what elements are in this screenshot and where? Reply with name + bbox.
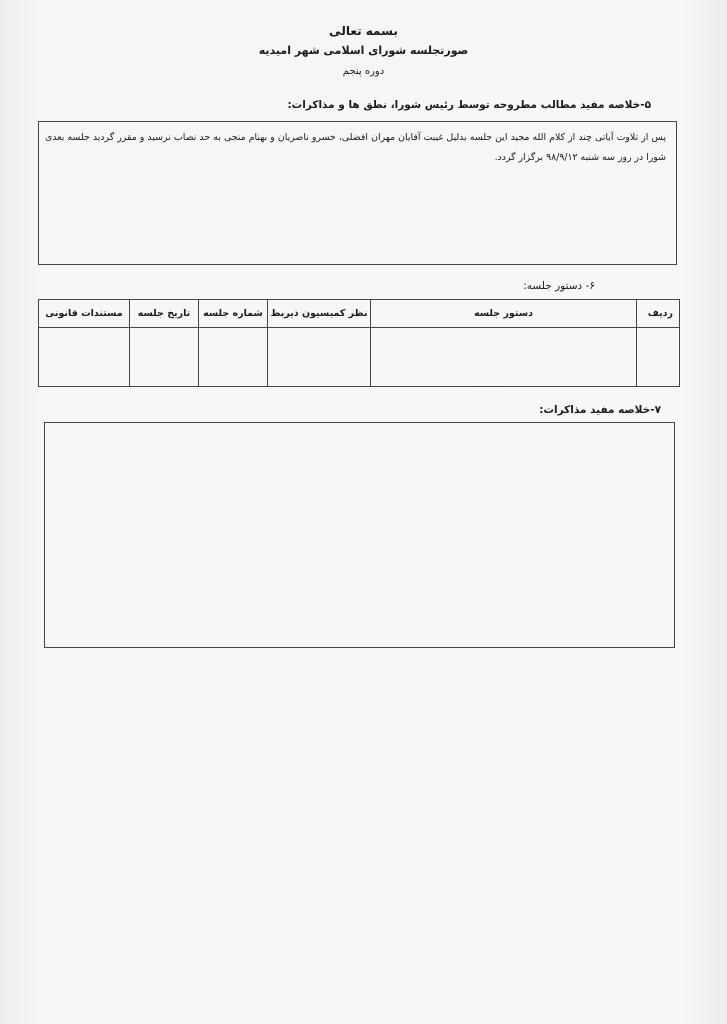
column-header-agenda: دستور جلسه: [371, 300, 637, 328]
column-header-row-number: ردیف: [637, 300, 680, 328]
column-header-commission-opinion: نظر کمیسیون ذیربط: [268, 300, 371, 328]
table-cell: [268, 328, 371, 387]
basmala-heading: بسمه تعالی: [329, 24, 398, 38]
table-cell: [371, 328, 637, 387]
term-label: دوره پنجم: [342, 66, 385, 77]
section7-box: [44, 422, 675, 648]
council-title: صورتجلسه شورای اسلامی شهر امیدیه: [258, 44, 469, 57]
section6-heading: ۶- دستور جلسه:: [523, 280, 595, 292]
column-header-legal-documents: مستندات قانونی: [39, 300, 130, 328]
agenda-table: [38, 299, 680, 387]
table-cell: [39, 328, 130, 387]
agenda-header-row: [39, 300, 680, 328]
section7-heading: ۷-خلاصه مفید مذاکرات:: [539, 404, 661, 416]
table-cell: [637, 328, 680, 387]
column-header-session-date: تاریخ جلسه: [130, 300, 199, 328]
table-cell: [130, 328, 199, 387]
section5-body-text: پس از تلاوت آیاتی چند از کلام الله مجید این جلسه بدلیل غیبت آقایان مهران افضلی، خسرو ناصریان و بهنام منجی به حد نصاب نرسید و مقرر گردید جلسه بعدی شورا در روز سه شنبه ۹۸/۹/۱۲ برگزار گردد.: [45, 132, 666, 163]
table-cell: [199, 328, 268, 387]
column-header-session-number: شماره جلسه: [199, 300, 268, 328]
section5-heading: ۵-خلاصه مفید مطالب مطروحه توسط رئیس شورا، نطق ها و مذاکرات:: [287, 99, 651, 111]
section5-box: [38, 121, 677, 265]
table-row: [39, 328, 680, 387]
